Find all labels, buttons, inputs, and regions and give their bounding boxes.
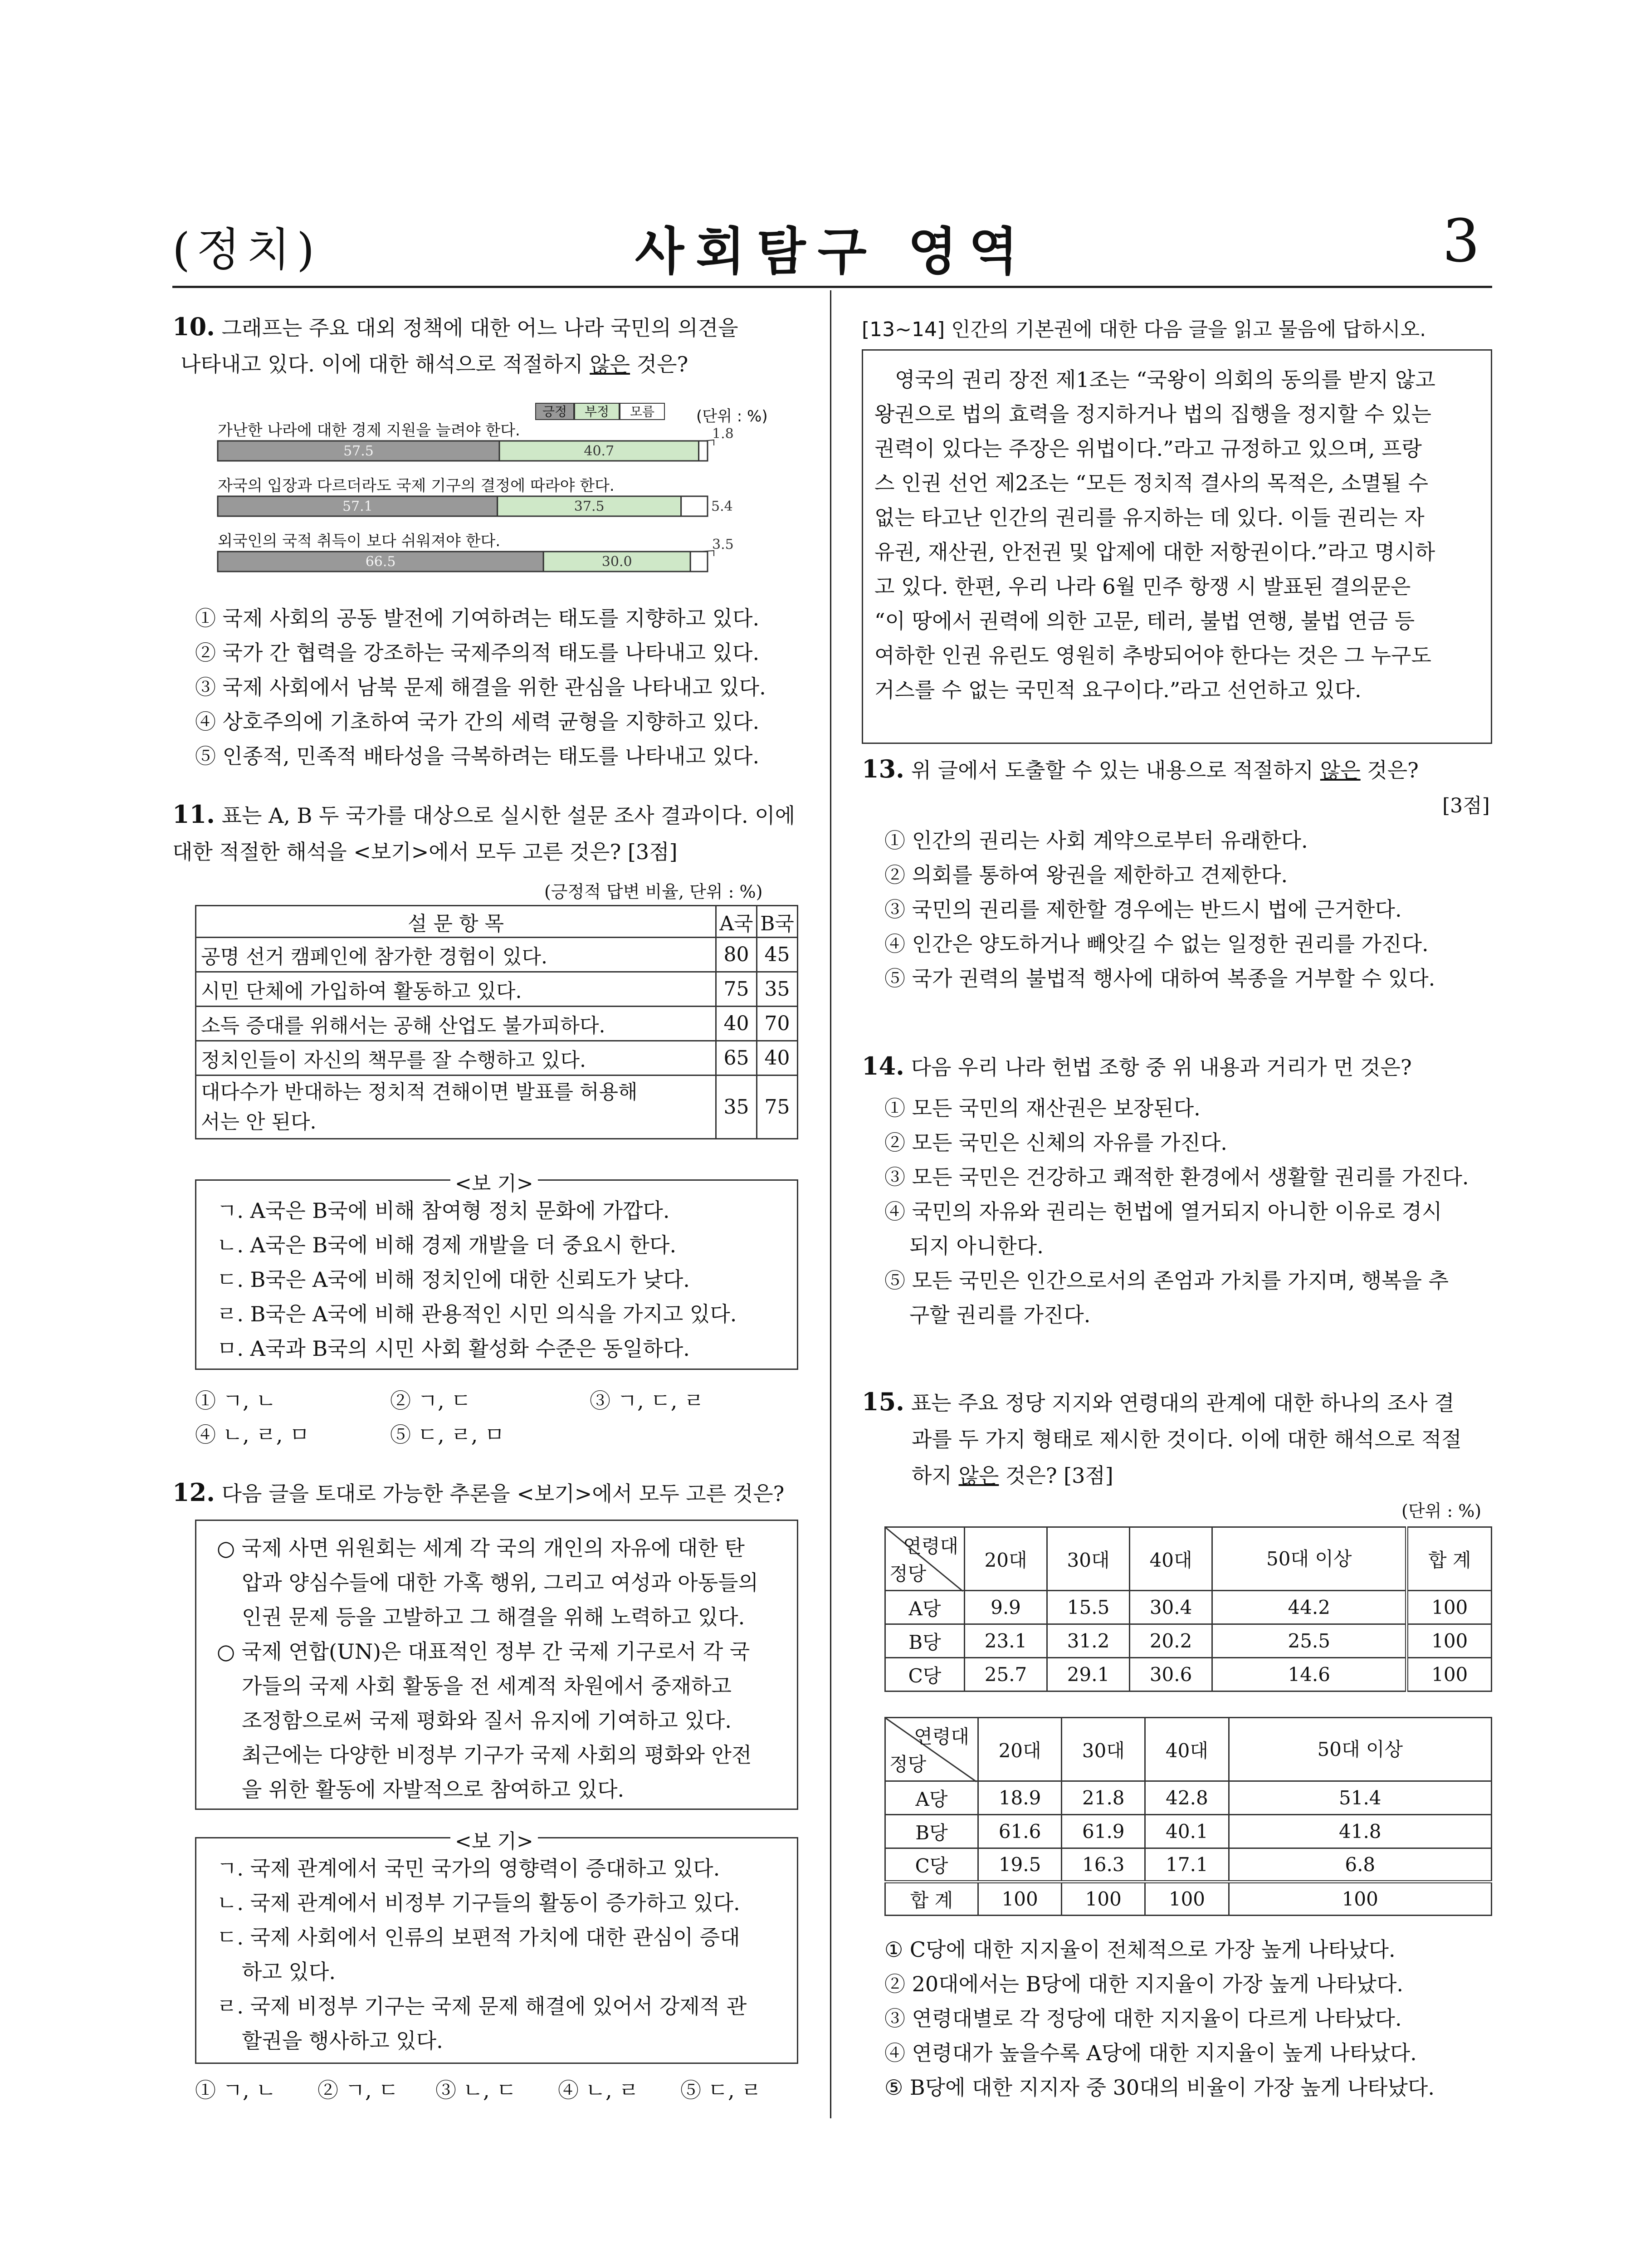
corner-cell <box>885 1527 965 1591</box>
table-cell: 65 <box>716 1041 757 1075</box>
question-stem: 것은? <box>1360 758 1419 782</box>
passage-line: ○ 국제 사면 위원회는 세계 각 국의 개인의 자유에 대한 탄 <box>217 1536 745 1560</box>
question-stem: 과를 두 가지 형태로 제시한 것이다. 이에 대한 해석으로 적절 <box>912 1427 1462 1452</box>
bar-value-label: 37.5 <box>574 499 605 514</box>
corner-label-top: 연령대 <box>903 1535 958 1557</box>
table-row <box>885 1781 1492 1815</box>
passage-line: 권력이 있다는 주장은 위법이다.”라고 규정하고 있으며, 프랑 <box>874 436 1422 461</box>
question-stem: 다음 우리 나라 헌법 조항 중 위 내용과 거리가 먼 것은? <box>911 1055 1412 1080</box>
question-14 <box>862 1048 1492 1085</box>
passage-intro: [13~14] 인간의 기본권에 대한 다음 글을 읽고 물음에 답하시오. <box>862 318 1426 341</box>
table-cell: 51.4 <box>1229 1781 1491 1815</box>
question-13 <box>862 751 1492 788</box>
header-rule <box>172 286 1492 288</box>
bogi-item: ㄴ. 국제 관계에서 비정부 기구들의 활동이 증가하고 있다. <box>217 1891 740 1915</box>
table-cell: 61.6 <box>978 1815 1062 1848</box>
table-cell: A당 <box>885 1591 965 1624</box>
corner-label-top: 연령대 <box>914 1725 969 1748</box>
option-5[interactable]: ⑤ 모든 국민은 인간으로서의 존엄과 가치를 가지며, 행복을 추 <box>884 1268 1449 1293</box>
bar-value-label: 5.4 <box>711 499 733 514</box>
question-stem: 대한 적절한 해석을 <보기>에서 모두 고른 것은? [3점] <box>172 840 678 864</box>
option-4[interactable]: ④ 상호주의에 기초하여 국가 간의 세력 균형을 지향하고 있다. <box>195 709 760 734</box>
bogi-item: ㄷ. B국은 A국에 비해 정치인에 대한 신뢰도가 낮다. <box>217 1267 690 1292</box>
underlined-word: 않은 <box>590 352 630 376</box>
table-header: 40대 <box>1130 1527 1212 1591</box>
table-cell: 14.6 <box>1212 1658 1407 1691</box>
table-cell: 45 <box>757 938 798 972</box>
table-header: 50대 이상 <box>1229 1718 1491 1781</box>
table-row <box>196 1075 798 1139</box>
option-1[interactable]: ① 인간의 권리는 사회 계약으로부터 유래한다. <box>884 828 1308 853</box>
table-row <box>196 1007 798 1041</box>
option-4[interactable]: ④ 인간은 양도하거나 빼앗길 수 없는 일정한 권리를 가진다. <box>884 932 1429 956</box>
bar-category-label: 외국인의 국적 취득이 보다 쉬워져야 한다. <box>218 532 501 550</box>
option-2[interactable]: ② 국가 간 협력을 강조하는 국제주의적 태도를 나타내고 있다. <box>195 640 760 665</box>
table-cell: 31.2 <box>1047 1624 1130 1658</box>
table-cell: 정치인들이 자신의 책무를 잘 수행하고 있다. <box>196 1041 716 1075</box>
bar-value-label: 66.5 <box>365 554 396 570</box>
table-cell: 40.1 <box>1145 1815 1229 1848</box>
option-5[interactable]: ⑤ B당에 대한 지지자 중 30대의 비율이 가장 높게 나타났다. <box>884 2075 1435 2100</box>
table-cell: 시민 단체에 가입하여 활동하고 있다. <box>196 972 716 1007</box>
table-header: 40대 <box>1145 1718 1229 1781</box>
option-5-cont: 구할 권리를 가진다. <box>909 1303 1091 1327</box>
passage-line: 여하한 인권 유린도 영원히 추방되어야 한다는 것은 그 누구도 <box>874 643 1431 668</box>
party-age-table-2 <box>884 1717 1492 1916</box>
option-4[interactable]: ④ ㄴ, ㄹ, ㅁ <box>195 1422 310 1447</box>
table-header: 50대 이상 <box>1212 1527 1407 1591</box>
bar-value-label: 57.1 <box>342 499 373 514</box>
table-header: 합 계 <box>1407 1527 1492 1591</box>
legend-item-unknown: 모름 <box>620 403 665 420</box>
table-header: 30대 <box>1062 1718 1145 1781</box>
bogi-item: ㄹ. 국제 비정부 기구는 국제 문제 해결에 있어서 강제적 관 <box>217 1994 747 2019</box>
question-number: 10. <box>172 312 215 341</box>
passage-line: 가들의 국제 사회 활동을 전 세계적 차원에서 중재하고 <box>242 1674 732 1698</box>
table-row <box>885 1848 1492 1882</box>
option-4-cont: 되지 아니한다. <box>909 1234 1044 1258</box>
subject-label: (정치) <box>172 223 321 276</box>
table-row <box>196 938 798 972</box>
passage-line: 고 있다. 한편, 우리 나라 6월 민주 항쟁 시 발표된 결의문은 <box>874 574 1411 599</box>
passage-line: 유권, 재산권, 안전권 및 압제에 대한 저항권이다.”라고 명시하 <box>874 540 1435 564</box>
q15-options <box>884 1932 1435 2105</box>
corner-cell <box>885 1718 978 1781</box>
table-header: B국 <box>757 906 798 938</box>
table-cell: 42.8 <box>1145 1781 1229 1815</box>
question-number: 11. <box>172 800 215 829</box>
table-header: 30대 <box>1047 1527 1130 1591</box>
table-cell: C당 <box>885 1848 978 1882</box>
question-12 <box>172 1474 816 1512</box>
bar-value-label: 3.5 <box>712 537 734 552</box>
passage-line: 압과 양심수들에 대한 가혹 행위, 그리고 여성과 아동들의 <box>242 1570 759 1595</box>
table-cell: A당 <box>885 1781 978 1815</box>
option-1[interactable]: ① C당에 대한 지지율이 전체적으로 가장 높게 나타났다. <box>884 1937 1396 1962</box>
option-5[interactable]: ⑤ 인종적, 민족적 배타성을 극복하려는 태도를 나타내고 있다. <box>195 744 760 768</box>
table-row <box>196 1041 798 1075</box>
bar-value-label: 30.0 <box>601 554 632 570</box>
chart-bars <box>218 421 807 570</box>
table-cell: 100 <box>1229 1882 1491 1916</box>
option-2[interactable]: ② 모든 국민은 신체의 자유를 가진다. <box>884 1130 1227 1155</box>
table-header: 설 문 항 목 <box>196 906 716 938</box>
question-stem: 위 글에서 도출할 수 있는 내용으로 적절하지 <box>911 758 1320 782</box>
table-cell: 6.8 <box>1229 1848 1491 1882</box>
option-5[interactable]: ⑤ ㄷ, ㄹ <box>680 2078 762 2102</box>
table-cell: 25.5 <box>1212 1624 1407 1658</box>
table-cell: 17.1 <box>1145 1848 1229 1882</box>
table-cell: 21.8 <box>1062 1781 1145 1815</box>
bar-segment <box>681 496 708 516</box>
passage-box <box>195 1520 798 1810</box>
question-stem: 하지 <box>912 1463 959 1488</box>
table-row <box>885 1658 1492 1691</box>
table-cell: 25.7 <box>965 1658 1047 1691</box>
question-stem: 것은? [3점] <box>999 1463 1113 1488</box>
option-1[interactable]: ① 모든 국민의 재산권은 보장된다. <box>884 1096 1201 1120</box>
legend-item-negative: 부정 <box>574 403 620 420</box>
option-2[interactable]: ② 의회를 통하여 왕권을 제한하고 견제한다. <box>884 863 1288 887</box>
bogi-item: ㄴ. A국은 B국에 비해 경제 개발을 더 중요시 한다. <box>217 1233 677 1257</box>
table-header: 20대 <box>978 1718 1062 1781</box>
option-3[interactable]: ③ 국민의 권리를 제한할 경우에는 반드시 법에 근거한다. <box>884 897 1402 922</box>
passage-line: 을 위한 활동에 자발적으로 참여하고 있다. <box>242 1777 625 1802</box>
question-15 <box>862 1383 1492 1494</box>
table-cell: 75 <box>716 972 757 1007</box>
passage-line: ○ 국제 연합(UN)은 대표적인 정부 간 국제 기구로서 각 국 <box>217 1639 750 1664</box>
table-cell: 20.2 <box>1130 1624 1212 1658</box>
points-label: [3점] <box>1442 794 1490 817</box>
question-11 <box>172 796 816 870</box>
question-stem: 다음 글을 토대로 가능한 추론을 <보기>에서 모두 고른 것은? <box>221 1481 785 1506</box>
table-unit: (긍정적 답변 비율, 단위 : %) <box>544 882 763 902</box>
bar-value-label: 57.5 <box>343 443 374 459</box>
table-row <box>885 1591 1492 1624</box>
question-stem: 표는 주요 정당 지지와 연령대의 관계에 대한 하나의 조사 결 <box>911 1391 1455 1415</box>
table-cell: 75 <box>757 1075 798 1139</box>
option-1[interactable]: ① ㄱ, ㄴ <box>195 2078 276 2102</box>
table-cell: 소득 증대를 위해서는 공해 산업도 불가피하다. <box>196 1007 716 1041</box>
bar-category-label: 자국의 입장과 다르더라도 국제 기구의 결정에 따라야 한다. <box>218 477 615 495</box>
table-header: A국 <box>716 906 757 938</box>
question-stem: 그래프는 주요 대외 정책에 대한 어느 나라 국민의 의견을 <box>221 316 738 340</box>
party-age-table-1 <box>884 1526 1492 1692</box>
option-5[interactable]: ⑤ 국가 권력의 불법적 행사에 대하여 복종을 거부할 수 있다. <box>884 966 1435 991</box>
table-cell: 30.6 <box>1130 1658 1212 1691</box>
column-divider <box>830 290 831 2118</box>
bogi-item: ㄹ. B국은 A국에 비해 관용적인 시민 의식을 가지고 있다. <box>217 1302 737 1326</box>
option-1[interactable]: ① ㄱ, ㄴ <box>195 1388 276 1413</box>
option-3[interactable]: ③ 모든 국민은 건강하고 쾌적한 환경에서 생활할 권리를 가진다. <box>884 1165 1469 1189</box>
table-cell: B당 <box>885 1624 965 1658</box>
table-cell: 40 <box>716 1007 757 1041</box>
table-cell: 100 <box>1407 1624 1492 1658</box>
q10-options <box>195 601 766 773</box>
option-4[interactable]: ④ 연령대가 높을수록 A당에 대한 지지율이 높게 나타났다. <box>884 2041 1417 2065</box>
question-10 <box>172 308 816 382</box>
table-cell: 합 계 <box>885 1882 978 1916</box>
option-3[interactable]: ③ 국제 사회에서 남북 문제 해결을 위한 관심을 나타내고 있다. <box>195 675 766 699</box>
option-4[interactable]: ④ ㄴ, ㄹ <box>558 2078 639 2102</box>
corner-label-bottom: 정당 <box>889 1753 927 1775</box>
underlined-word: 않은 <box>958 1463 999 1488</box>
table-unit: (단위 : %) <box>1401 1501 1482 1521</box>
bar-category-label: 가난한 나라에 대한 경제 지원을 늘려야 한다. <box>218 421 520 440</box>
table-cell: 100 <box>1062 1882 1145 1916</box>
table-cell: 44.2 <box>1212 1591 1407 1624</box>
page-number: 3 <box>1442 206 1480 275</box>
bar-value-label: 1.8 <box>712 426 734 442</box>
table-cell: 40 <box>757 1041 798 1075</box>
bogi-title: <보 기> <box>450 1167 538 1196</box>
question-number: 12. <box>172 1478 215 1507</box>
legend-item-positive: 긍정 <box>535 403 574 420</box>
bogi-item: ㄱ. 국제 관계에서 국민 국가의 영향력이 증대하고 있다. <box>217 1856 720 1881</box>
table-cell: 80 <box>716 938 757 972</box>
bar-segment <box>699 441 708 461</box>
passage-line: 조정함으로써 국제 평화와 질서 유지에 기여하고 있다. <box>242 1708 732 1733</box>
question-stem: 표는 A, B 두 국가를 대상으로 실시한 설문 조사 결과이다. 이에 <box>221 803 796 828</box>
passage-box <box>862 349 1492 744</box>
table-cell: 70 <box>757 1007 798 1041</box>
table-row <box>196 972 798 1007</box>
q14-options <box>884 1091 1469 1332</box>
corner-label-bottom: 정당 <box>889 1563 927 1585</box>
bar-value-label: 40.7 <box>584 443 615 459</box>
bogi-item: 할권을 행사하고 있다. <box>242 2028 443 2053</box>
bogi-item: ㅁ. A국과 B국의 시민 사회 활성화 수준은 동일하다. <box>217 1336 690 1361</box>
bar-segment <box>690 552 708 572</box>
table-cell: 35 <box>757 972 798 1007</box>
passage-line: 없는 타고난 인간의 권리를 유지하는 데 있다. 이들 권리는 자 <box>874 505 1425 530</box>
option-3[interactable]: ③ ㄱ, ㄷ, ㄹ <box>590 1388 704 1413</box>
table-cell: B당 <box>885 1815 978 1848</box>
survey-table <box>195 905 798 1139</box>
question-number: 15. <box>862 1387 904 1416</box>
option-2[interactable]: ② ㄱ, ㄷ <box>390 1388 471 1413</box>
table-cell: 35 <box>716 1075 757 1139</box>
table-cell: 19.5 <box>978 1848 1062 1882</box>
passage-line: “이 땅에서 권력에 의한 고문, 테러, 불법 연행, 불법 연금 등 <box>874 609 1415 633</box>
bogi-box <box>195 1830 798 2064</box>
option-5[interactable]: ⑤ ㄷ, ㄹ, ㅁ <box>390 1422 505 1447</box>
table-cell: C당 <box>885 1658 965 1691</box>
option-1[interactable]: ① 국제 사회의 공동 발전에 기여하려는 태도를 지향하고 있다. <box>195 606 760 631</box>
bogi-item: ㄱ. A국은 B국에 비해 참여형 정치 문화에 가깝다. <box>217 1198 670 1223</box>
table-cell: 100 <box>1407 1658 1492 1691</box>
passage-line: 스 인권 선언 제2조는 “모든 정치적 결사의 목적은, 소멸될 수 <box>874 471 1429 495</box>
question-stem: 것은? <box>630 352 688 376</box>
table-cell: 29.1 <box>1047 1658 1130 1691</box>
question-number: 13. <box>862 754 904 783</box>
table-cell: 대다수가 반대하는 정치적 견해이면 발표를 허용해서는 안 된다. <box>196 1075 716 1139</box>
table-cell: 100 <box>1145 1882 1229 1916</box>
underlined-word: 않은 <box>1320 758 1361 782</box>
passage-line: 최근에는 다양한 비정부 기구가 국제 사회의 평화와 안전 <box>242 1743 752 1767</box>
option-2[interactable]: ② 20대에서는 B당에 대한 지지율이 가장 높게 나타났다. <box>884 1972 1404 1996</box>
table-cell: 41.8 <box>1229 1815 1491 1848</box>
table-row <box>885 1882 1492 1916</box>
option-2[interactable]: ② ㄱ, ㄷ <box>317 2078 399 2102</box>
table-cell: 18.9 <box>978 1781 1062 1815</box>
passage-line: 거스를 수 없는 국민적 요구이다.”라고 선언하고 있다. <box>874 678 1362 702</box>
question-number: 14. <box>862 1051 904 1080</box>
chart-unit: (단위 : %) <box>696 407 768 425</box>
table-cell: 61.9 <box>1062 1815 1145 1848</box>
table-row <box>885 1815 1492 1848</box>
passage-line: 왕권으로 법의 효력을 정지하거나 법의 집행을 정지할 수 있는 <box>874 402 1431 426</box>
table-cell: 100 <box>978 1882 1062 1916</box>
table-cell: 16.3 <box>1062 1848 1145 1882</box>
option-4[interactable]: ④ 국민의 자유와 권리는 헌법에 열거되지 아니한 이유로 경시 <box>884 1199 1442 1224</box>
option-3[interactable]: ③ 연령대별로 각 정당에 대한 지지율이 다르게 나타났다. <box>884 2006 1402 2031</box>
table-cell: 100 <box>1407 1591 1492 1624</box>
table-cell: 15.5 <box>1047 1591 1130 1624</box>
option-3[interactable]: ③ ㄴ, ㄷ <box>435 2078 517 2102</box>
passage-line: 영국의 권리 장전 제1조는 “국왕이 의회의 동의를 받지 않고 <box>895 367 1435 392</box>
table-cell: 9.9 <box>965 1591 1047 1624</box>
passage-line: 인권 문제 등을 고발하고 그 해결을 위해 노력하고 있다. <box>242 1605 745 1629</box>
opinion-chart <box>218 399 807 570</box>
bogi-item: 하고 있다. <box>242 1960 336 1984</box>
q13-options <box>884 823 1435 996</box>
table-cell: 30.4 <box>1130 1591 1212 1624</box>
table-row <box>885 1624 1492 1658</box>
table-cell: 23.1 <box>965 1624 1047 1658</box>
page-title: 사회탐구 영역 <box>635 222 1030 281</box>
bogi-box <box>195 1172 798 1370</box>
table-header: 20대 <box>965 1527 1047 1591</box>
table-cell: 공명 선거 캠페인에 참가한 경험이 있다. <box>196 938 716 972</box>
bogi-item: ㄷ. 국제 사회에서 인류의 보편적 가치에 대한 관심이 증대 <box>217 1925 740 1950</box>
bogi-title: <보 기> <box>450 1825 538 1854</box>
question-stem: 나타내고 있다. 이에 대한 해석으로 적절하지 <box>181 352 590 376</box>
